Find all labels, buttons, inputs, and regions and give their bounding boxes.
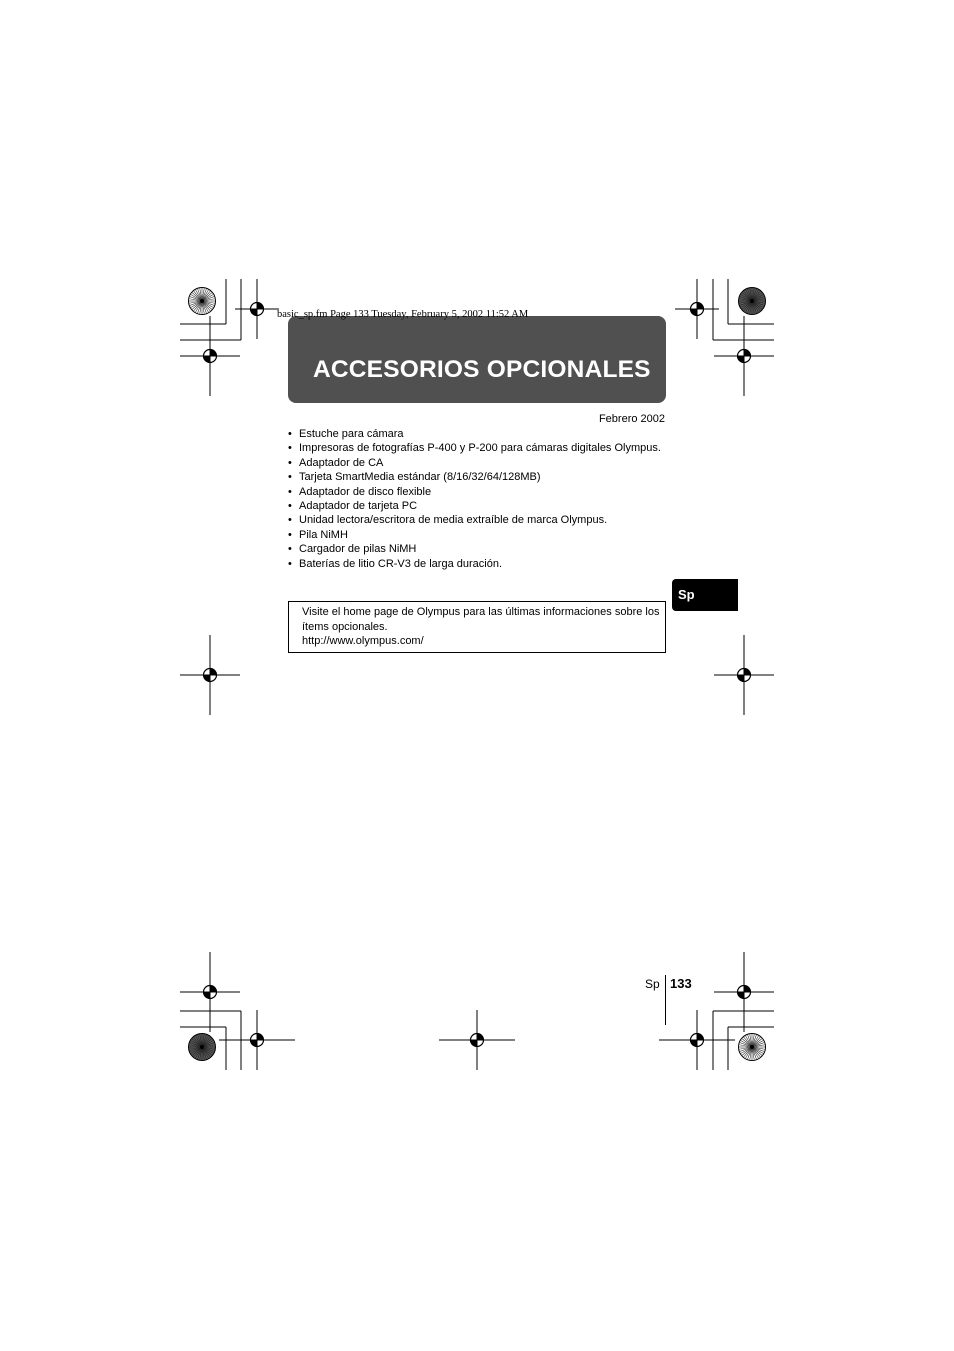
starburst-center <box>200 299 204 303</box>
note-url-link[interactable]: http://www.olympus.com/ <box>302 635 424 647</box>
list-item: • Tarjeta SmartMedia estándar (8/16/32/64/128MB) <box>288 470 688 484</box>
list-item: • Cargador de pilas NiMH <box>288 542 688 556</box>
list-item: • Impresoras de fotografías P-400 y P-200 para cámaras digitales Olympus. <box>288 441 688 455</box>
list-item: • Pila NiMH <box>288 528 688 542</box>
starburst-center <box>750 299 754 303</box>
list-item: • Estuche para cámara <box>288 427 688 441</box>
list-item: • Adaptador de disco flexible <box>288 485 688 499</box>
print-header-info: basic_sp.fm Page 133 Tuesday, February 5, 2002 11:52 AM <box>277 309 529 320</box>
language-tab <box>672 579 738 611</box>
list-item: • Unidad lectora/escritora de media extraíble de marca Olympus. <box>288 513 688 527</box>
publication-date: Febrero 2002 <box>598 413 665 425</box>
note-text-line-2: ítems opcionales. <box>302 620 388 633</box>
accessories-list <box>288 427 688 571</box>
page-title: ACCESORIOS OPCIONALES <box>313 356 651 383</box>
list-item: • Adaptador de CA <box>288 456 688 470</box>
list-item: • Adaptador de tarjeta PC <box>288 499 688 513</box>
page-number: 133 <box>670 976 692 991</box>
starburst-center <box>200 1045 204 1049</box>
note-text-line-1: Visite el home page de Olympus para las últimas informaciones sobre los <box>302 606 660 618</box>
list-item: • Baterías de litio CR-V3 de larga duración. <box>288 557 688 571</box>
note-box <box>288 601 666 653</box>
footer-divider <box>665 975 666 1025</box>
starburst-center <box>750 1045 754 1049</box>
footer-language: Sp <box>645 977 660 991</box>
language-tab-label: Sp <box>678 587 695 602</box>
